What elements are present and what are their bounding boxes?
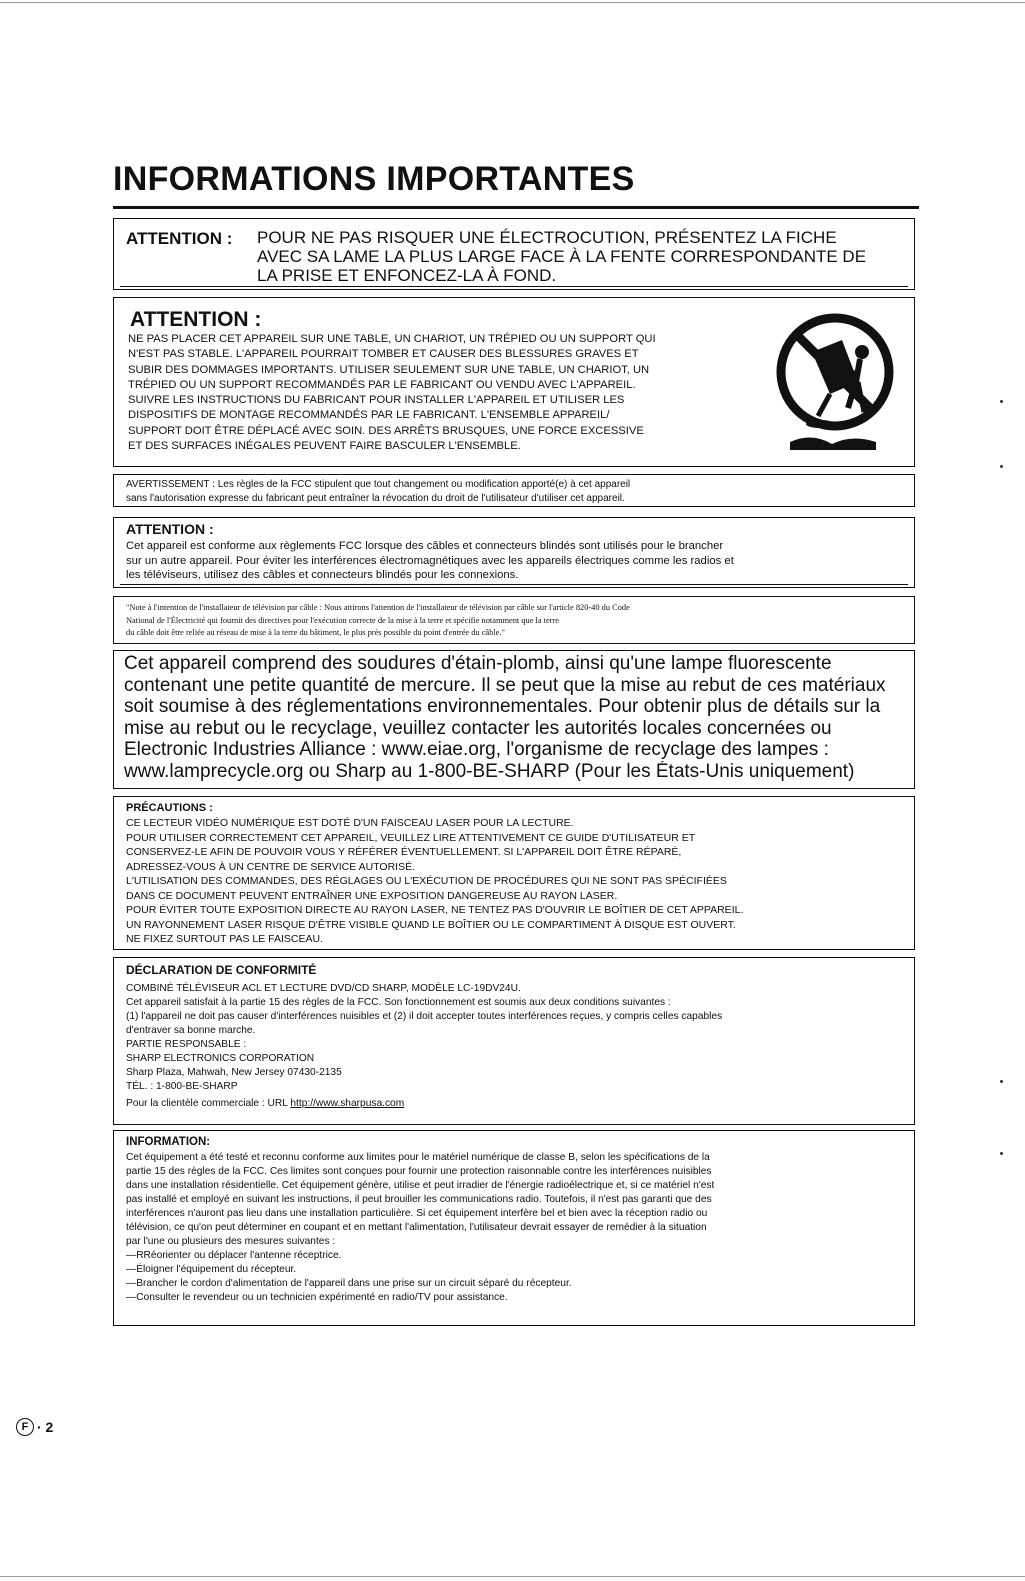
- mercury-notice-box: [113, 650, 915, 789]
- avertissement-line: AVERTISSEMENT : Les règles de la FCC stipulent que tout changement ou modification apporté(e) à cet appareil: [126, 479, 631, 490]
- catv-note-text: [126, 602, 630, 640]
- information-line: interférences n'auront pas lieu dans une installation particulière. Si cet équipement interfère bel et bien avec la réception radio ou: [126, 1208, 708, 1219]
- mercury-line: soit soumise à des réglementations environnementales. Pour obtenir plus de détails sur la: [124, 696, 881, 718]
- mercury-line: mise au rebut ou le recyclage, veuillez contacter les autorités locales concernées ou: [124, 717, 832, 739]
- attention-fcc-heading: ATTENTION :: [126, 521, 214, 537]
- information-line: dans une installation résidentielle. Cet équipement génère, utilise et peut irradier de l'énergie radioélectrique et, si ce matériel n'est: [126, 1180, 715, 1191]
- attention-cart-heading: ATTENTION :: [130, 308, 262, 331]
- declaration-box: [113, 957, 915, 1125]
- declaration-line: d'entraver sa bonne marche.: [126, 1025, 256, 1036]
- attention-fcc-box: [113, 517, 915, 588]
- declaration-line: (1) l'appareil ne doit pas causer d'interférences nuisibles et (2) il doit accepter toutes interférences reçues, y compris celles capables: [126, 1011, 723, 1022]
- margin-mark: [1000, 1152, 1003, 1155]
- margin-mark: [1000, 465, 1003, 468]
- information-line: —RRéorienter ou déplacer l'antenne réceptrice.: [126, 1250, 342, 1261]
- declaration-heading: DÉCLARATION DE CONFORMITÉ: [126, 963, 317, 977]
- information-line: —Brancher le cordon d'alimentation de l'appareil dans une prise sur un circuit séparé du récepteur.: [126, 1278, 572, 1289]
- catv-note-line: National de l'Électricité qui fournit des directives pour l'exécution correcte de la mise à la terre et spécifie notamment que la terre: [126, 615, 559, 625]
- mercury-line: contenant une petite quantité de mercure. Il se peut que la mise au rebut de ces matériaux: [124, 674, 886, 696]
- catv-note-box: [113, 596, 915, 644]
- declaration-line: SHARP ELECTRONICS CORPORATION: [126, 1053, 315, 1064]
- attention-plug-text: [257, 228, 866, 285]
- bottom-edge-line: [0, 1576, 1025, 1577]
- attention-cart-line: ET DES SURFACES INÉGALES PEUVENT FAIRE BASCULER L'ENSEMBLE.: [128, 440, 521, 453]
- precautions-line: POUR UTILISER CORRECTEMENT CET APPAREIL, VEUILLEZ LIRE ATTENTIVEMENT CE GUIDE D'UTILISATEUR ET: [126, 831, 696, 844]
- information-line: pas installé et employé en suivant les instructions, il peut brouiller les communications radio. Toutefois, il n'est pas garanti que des: [126, 1194, 712, 1205]
- attention-cart-box: [113, 297, 915, 467]
- information-line: —Éloigner l'équipement du récepteur.: [126, 1264, 297, 1275]
- margin-mark: [1000, 400, 1003, 403]
- information-heading: INFORMATION:: [126, 1136, 211, 1148]
- avertissement-line: sans l'autorisation expresse du fabricant peut entraîner la révocation du droit de l'utilisateur d'utiliser cet appareil.: [126, 492, 625, 504]
- declaration-line: Sharp Plaza, Mahwah, New Jersey 07430-2135: [126, 1067, 342, 1078]
- attention-cart-text: [128, 332, 656, 454]
- precautions-line: CONSERVEZ-LE AFIN DE POUVOIR VOUS Y RÉFÉRER ÉVENTUELLEMENT. SI L'APPAREIL DOIT ÊTRE RÉPARÉ,: [126, 846, 682, 858]
- precautions-line: UN RAYONNEMENT LASER RISQUE D'ÊTRE VISIBLE QUAND LE BOÎTIER OU LE COMPARTIMENT À DISQUE EST OUVERT.: [126, 918, 736, 931]
- attention-cart-line: TRÉPIED OU UN SUPPORT RECOMMANDÉS PAR LE FABRICANT OU VENDU AVEC L'APPAREIL.: [128, 378, 636, 391]
- declaration-line: Cet appareil satisfait à la partie 15 des règles de la FCC. Son fonctionnement est soumis aux deux conditions suivantes :: [126, 997, 671, 1008]
- attention-cart-line: SUPPORT DOIT ÊTRE DÉPLACÉ AVEC SOIN. DES ARRÊTS BRUSQUES, UNE FORCE EXCESSIVE: [128, 424, 644, 437]
- precautions-line: ADRESSEZ-VOUS À UN CENTRE DE SERVICE AUTORISÉ.: [126, 860, 416, 873]
- attention-cart-line: SUBIR DES DOMMAGES IMPORTANTS. UTILISER SEULEMENT SUR UNE TABLE, UN CHARIOT, UN: [128, 363, 650, 376]
- precautions-line: POUR ÉVITER TOUTE EXPOSITION DIRECTE AU RAYON LASER, NE TENTEZ PAS D'OUVRIR LE BOÎTIER DE CET APPAREIL.: [126, 904, 744, 916]
- attention-plug-line: POUR NE PAS RISQUER UNE ÉLECTROCUTION, PRÉSENTEZ LA FICHE: [257, 228, 837, 247]
- declaration-url-line: [126, 1097, 722, 1111]
- information-line: télévision, ce qu'on peut déterminer en coupant et en mettant l'alimentation, l'utilisateur devrait essayer de remédier à la situation: [126, 1222, 707, 1233]
- title-rule: [113, 206, 919, 209]
- page-number: [16, 1418, 53, 1436]
- catv-note-line: "Note à l'intention de l'installateur de télévision par câble : Nous attirons l'attention de l'installateur de télévision par câble sur l'article 820-40 du Code: [126, 603, 630, 612]
- precautions-line: CE LECTEUR VIDÉO NUMÉRIQUE EST DOTÉ D'UN FAISCEAU LASER POUR LA LECTURE.: [126, 817, 574, 829]
- attention-plug-label: ATTENTION :: [126, 229, 233, 248]
- declaration-url-prefix: Pour la clientèle commerciale : URL: [126, 1098, 291, 1109]
- precautions-heading: PRÉCAUTIONS :: [126, 802, 213, 814]
- attention-cart-line: SUIVRE LES INSTRUCTIONS DU FABRICANT POUR INSTALLER L'APPAREIL ET UTILISER LES: [128, 394, 625, 407]
- catv-note-line: du câble doit être reliée au réseau de mise à la terre du bâtiment, le plus près possible du point d'entrée du câble.": [126, 628, 505, 637]
- information-line: par l'une ou plusieurs des mesures suivantes :: [126, 1236, 336, 1247]
- declaration-text: [126, 982, 722, 1111]
- precautions-line: L'UTILISATION DES COMMANDES, DES RÉGLAGES OU L'EXÉCUTION DE PROCÉDURES QUI NE SONT PAS SPÉCIFIÉES: [126, 875, 727, 887]
- precautions-text: [126, 816, 743, 947]
- information-box: [113, 1130, 915, 1326]
- information-line: —Consulter le revendeur ou un technicien expérimenté en radio/TV pour assistance.: [126, 1292, 508, 1303]
- precautions-line: DANS CE DOCUMENT PEUVENT ENTRAÎNER UNE EXPOSITION DANGEREUSE AU RAYON LASER.: [126, 889, 618, 902]
- attention-plug-line: LA PRISE ET ENFONCEZ-LA À FOND.: [257, 266, 557, 285]
- attention-plug-line: AVEC SA LAME LA PLUS LARGE FACE À LA FENTE CORRESPONDANTE DE: [257, 247, 867, 266]
- attention-cart-line: NE PAS PLACER CET APPAREIL SUR UNE TABLE, UN CHARIOT, UN TRÉPIED OU UN SUPPORT QUI: [128, 333, 656, 345]
- page-title: INFORMATIONS IMPORTANTES: [113, 160, 635, 198]
- sharpusa-link[interactable]: http://www.sharpusa.com: [290, 1098, 405, 1109]
- attention-plug-box: [113, 218, 915, 290]
- declaration-line: COMBINÉ TÉLÉVISEUR ACL ET LECTURE DVD/CD SHARP, MODÈLE LC-19DV24U.: [126, 983, 521, 994]
- attention-fcc-line: les téléviseurs, utilisez des câbles et connecteurs blindés pour les connexions.: [126, 569, 519, 581]
- attention-fcc-line: sur un autre appareil. Pour éviter les interférences électromagnétiques avec les appareils électriques comme les radios et: [126, 554, 734, 567]
- box-underline: [120, 286, 908, 287]
- margin-mark: [1000, 1080, 1003, 1083]
- information-line: partie 15 des règles de la FCC. Ces limites sont conçues pour fournir une protection raisonnable contre les interférences nuisibles: [126, 1166, 712, 1177]
- box-underline: [120, 584, 908, 585]
- information-text: [126, 1151, 714, 1305]
- mercury-line: www.lamprecycle.org ou Sharp au 1-800-BE-SHARP (Pour les États-Unis uniquement): [124, 760, 855, 782]
- mercury-line: Electronic Industries Alliance : www.eiae.org, l'organisme de recyclage des lampes :: [124, 739, 829, 761]
- cart-tipover-warning-icon: [772, 312, 898, 456]
- mercury-notice-text: [124, 653, 886, 783]
- mercury-line: Cet appareil comprend des soudures d'étain-plomb, ainsi qu'une lampe fluorescente: [124, 653, 832, 674]
- circled-f-icon: F: [16, 1418, 34, 1436]
- avertissement-box: [113, 474, 915, 507]
- attention-cart-line: N'EST PAS STABLE. L'APPAREIL POURRAIT TOMBER ET CAUSER DES BLESSURES GRAVES ET: [128, 348, 639, 361]
- avertissement-text: [126, 478, 630, 505]
- top-edge-line: [0, 2, 1025, 3]
- precautions-box: [113, 796, 915, 950]
- page-number-text: · 2: [37, 1419, 54, 1435]
- declaration-line: PARTIE RESPONSABLE :: [126, 1039, 247, 1050]
- attention-cart-line: DISPOSITIFS DE MONTAGE RECOMMANDÉS PAR LE FABRICANT. L'ENSEMBLE APPAREIL/: [128, 409, 610, 422]
- precautions-line: NE FIXEZ SURTOUT PAS LE FAISCEAU.: [126, 933, 324, 945]
- declaration-line: TÉL. : 1-800-BE-SHARP: [126, 1081, 238, 1092]
- attention-fcc-line: Cet appareil est conforme aux règlements FCC lorsque des câbles et connecteurs blindés sont utilisés pour le brancher: [126, 540, 724, 552]
- information-line: Cet équipement a été testé et reconnu conforme aux limites pour le matériel numérique de classe B, selon les spécifications de la: [126, 1152, 710, 1163]
- attention-fcc-text: [126, 539, 734, 583]
